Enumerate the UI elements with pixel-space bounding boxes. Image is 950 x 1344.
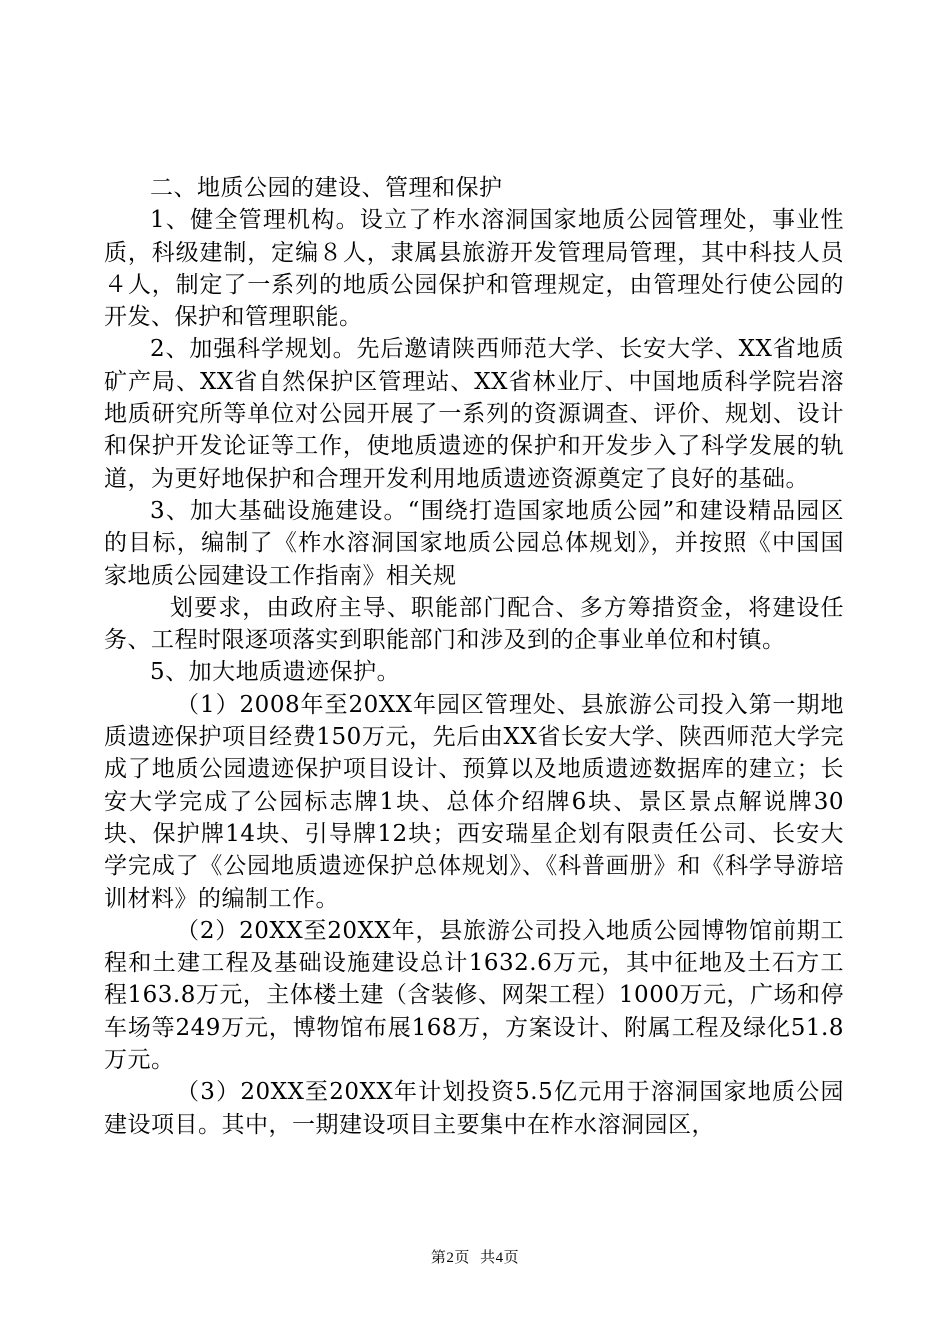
page-total: 共4页 [480,1250,520,1266]
paragraph-infrastructure-continued: 划要求，由政府主导、职能部门配合、多方筹措资金，将建设任务、工程时限逐项落实到职能部门和涉及到的企事业单位和村镇。 [104,594,844,654]
paragraph-item-2: （2）20XX至20XX年，县旅游公司投入地质公园博物馆前期工程和土建工程及基础设施建设总计1632.6万元，其中征地及土石方工程163.8万元，主体楼土建（含装修、网架工程）1000万元，广场和停车场等249万元，博物馆布展168万，方案设计、附属工程及绿化51.8万元。 [104,917,844,1074]
paragraph-item-1: （1）2008年至20XX年园区管理处、县旅游公司投入第一期地质遗迹保护项目经费150万元，先后由XX省长安大学、陕西师范大学完成了地质公园遗迹保护项目设计、预算以及地质遗迹数据库的建立；长安大学完成了公园标志牌1块、总体介绍牌6块、景区景点解说牌30块、保护牌14块、引导牌12块；西安瑞星企划有限责任公司、长安大学完成了《公园地质遗迹保护总体规划》、《科普画册》和《科学导游培训材料》的编制工作。 [104,691,844,912]
section-heading: 二、地质公园的建设、管理和保护 [150,175,503,201]
paragraph-protection-heading: 5、加大地质遗迹保护。 [150,659,401,686]
document-body [104,172,844,1141]
paragraph-infrastructure: 3、加大基础设施建设。“围绕打造国家地质公园”和建设精品园区的目标，编制了《柞水溶洞国家地质公园总体规划》，并按照《中国国家地质公园建设工作指南》相关规 [104,497,844,589]
paragraph-management: 1、健全管理机构。设立了柞水溶洞国家地质公园管理处，事业性质，科级建制，定编８人，隶属县旅游开发管理局管理，其中科技人员４人，制定了一系列的地质公园保护和管理规定，由管理处行使公园的开发、保护和管理职能。 [104,207,844,331]
page-footer [0,1246,950,1267]
paragraph-planning: 2、加强科学规划。先后邀请陕西师范大学、长安大学、XX省地质矿产局、XX省自然保护区管理站、XX省林业厅、中国地质科学院岩溶地质研究所等单位对公园开展了一系列的资源调查、评价、规划、设计和保护开发论证等工作，使地质遗迹的保护和开发步入了科学发展的轨道，为更好地保护和合理开发利用地质遗迹资源奠定了良好的基础。 [104,336,844,492]
page-number: 第2页 [430,1250,470,1266]
paragraph-item-3: （3）20XX至20XX年计划投资5.5亿元用于溶洞国家地质公园建设项目。其中，一期建设项目主要集中在柞水溶洞园区， [104,1079,844,1138]
